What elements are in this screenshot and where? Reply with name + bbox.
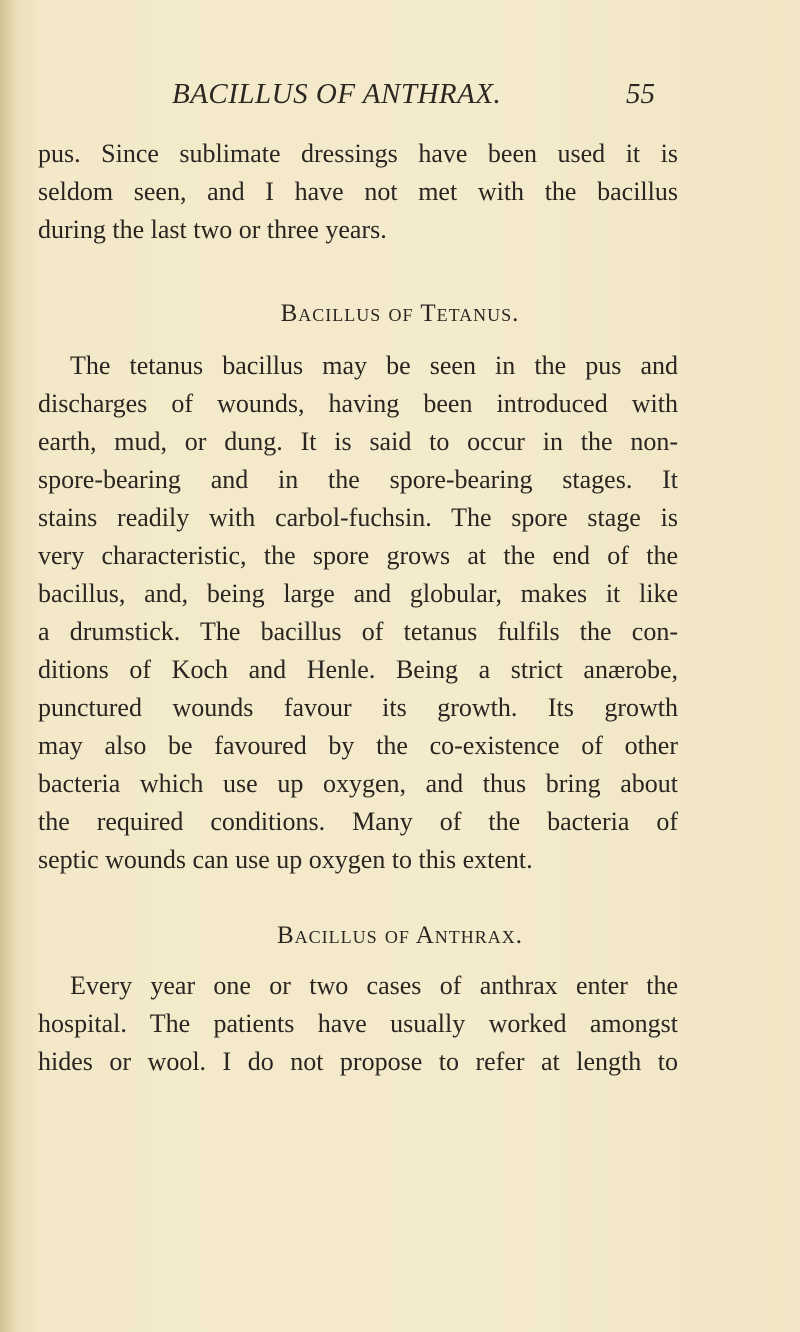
section-heading-tetanus: Bacillus of Tetanus.: [280, 300, 520, 327]
text-line: stains readily with carbol-fuchsin. The spore stage is: [38, 503, 678, 532]
running-title: BACILLUS OF ANTHRAX.: [172, 78, 502, 110]
text-line: septic wounds can use up oxygen to this extent.: [38, 845, 533, 874]
running-header: [0, 78, 800, 118]
text-line: very characteristic, the spore grows at the end of the: [38, 541, 678, 570]
text-line: hides or wool. I do not propose to refer at length to: [38, 1047, 678, 1076]
text-line: hospital. The patients have usually worked amongst: [38, 1009, 678, 1038]
text-line: The tetanus bacillus may be seen in the pus and: [70, 351, 678, 380]
text-line: earth, mud, or dung. It is said to occur in the non-: [38, 427, 678, 456]
text-line: bacteria which use up oxygen, and thus bring about: [38, 769, 678, 798]
page-gutter-shadow: [0, 0, 18, 1332]
text-line: bacillus, and, being large and globular, makes it like: [38, 579, 678, 608]
text-line: discharges of wounds, having been introduced with: [38, 389, 678, 418]
text-line: during the last two or three years.: [38, 215, 387, 244]
text-line: may also be favoured by the co-existence of other: [38, 731, 678, 760]
text-line: the required conditions. Many of the bacteria of: [38, 807, 678, 836]
text-line: Every year one or two cases of anthrax enter the: [70, 971, 678, 1000]
text-line: ditions of Koch and Henle. Being a strict anærobe,: [38, 655, 678, 684]
text-line: a drumstick. The bacillus of tetanus fulfils the con-: [38, 617, 678, 646]
section-heading-anthrax: Bacillus of Anthrax.: [276, 922, 524, 949]
text-line: pus. Since sublimate dressings have been used it is: [38, 139, 678, 168]
text-line: punctured wounds favour its growth. Its growth: [38, 693, 678, 722]
text-line: seldom seen, and I have not met with the bacillus: [38, 177, 678, 206]
page-number: 55: [626, 78, 655, 110]
text-line: spore-bearing and in the spore-bearing stages. It: [38, 465, 678, 494]
